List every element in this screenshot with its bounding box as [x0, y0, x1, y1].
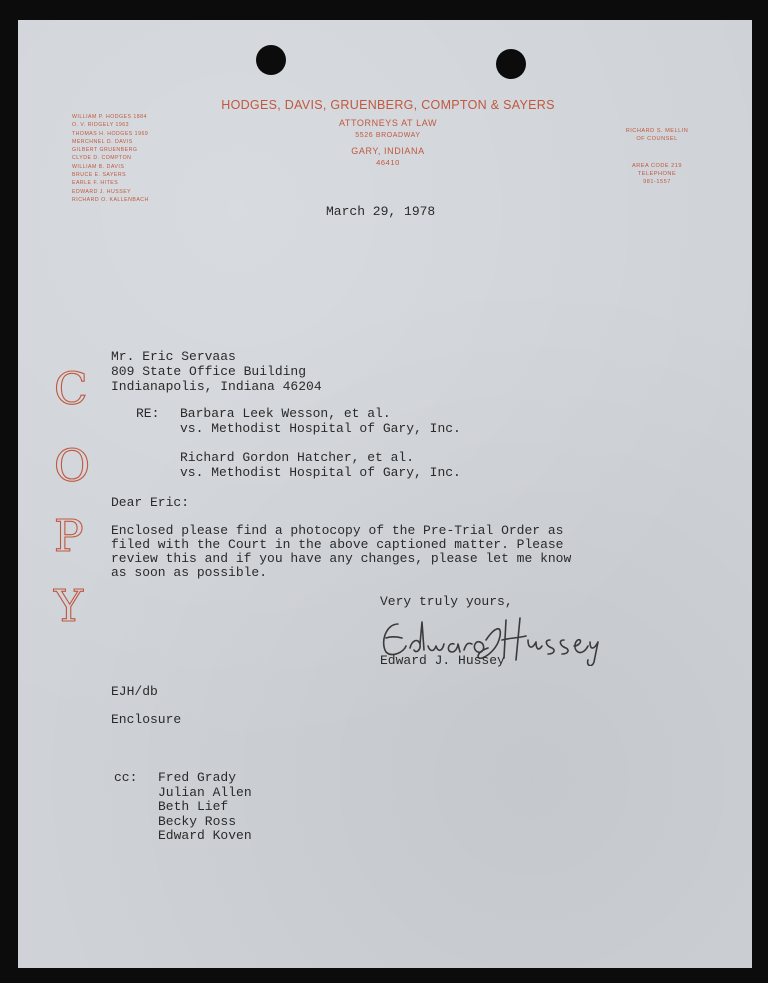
cc-recipient: Beth Lief — [158, 799, 229, 814]
partner-name: GILBERT GRUENBERG — [72, 147, 138, 154]
partner-name: THOMAS H. HODGES 1969 — [72, 130, 149, 137]
body-line: filed with the Court in the above captioned matter. Please — [111, 537, 564, 552]
telephone-label: TELEPHONE — [637, 171, 677, 177]
cc-label: cc: — [114, 770, 138, 785]
address-line: Mr. Eric Servaas — [111, 349, 236, 364]
area-code: AREA CODE 219 — [631, 163, 683, 169]
re-case-line: Barbara Leek Wesson, et al. — [180, 406, 391, 421]
telephone-number: 981-1557 — [643, 179, 671, 185]
firm-street: 5526 BROADWAY — [355, 132, 421, 139]
body-line: as soon as possible. — [111, 565, 268, 580]
copy-stamp-c: C — [54, 364, 88, 415]
counsel-title: OF COUNSEL — [636, 136, 678, 142]
address-line: Indianapolis, Indiana 46204 — [111, 379, 322, 394]
partner-name: RICHARD O. KALLENBACH — [72, 196, 149, 203]
partner-name: EARLE F. HITES — [72, 180, 119, 187]
body-line: review this and if you have any changes, please let me know — [111, 551, 572, 566]
body-line: Enclosed please find a photocopy of the Pre-Trial Order as — [111, 523, 564, 538]
signer-name: Edward J. Hussey — [380, 653, 505, 668]
address-line: 809 State Office Building — [111, 364, 307, 379]
re-label: RE: — [136, 406, 160, 421]
firm-city: GARY, INDIANA — [351, 146, 425, 156]
partner-name: EDWARD J. HUSSEY — [72, 188, 132, 195]
cc-recipient: Edward Koven — [158, 828, 252, 843]
counsel-name: RICHARD S. MELLIN — [625, 128, 689, 134]
cc-recipient: Becky Ross — [158, 814, 237, 829]
salutation: Dear Eric: — [111, 495, 190, 510]
punch-hole-left — [256, 45, 286, 75]
partners-list — [72, 113, 212, 204]
enclosure-note: Enclosure — [111, 712, 182, 727]
partner-name: WILLIAM B. DAVIS — [72, 163, 125, 170]
firm-name: HODGES, DAVIS, GRUENBERG, COMPTON & SAYERS — [221, 98, 555, 112]
re-case-line: vs. Methodist Hospital of Gary, Inc. — [180, 465, 461, 480]
copy-stamp-o: O — [54, 441, 91, 492]
punch-hole-right — [496, 49, 526, 79]
re-case-line: vs. Methodist Hospital of Gary, Inc. — [180, 421, 461, 436]
closing: Very truly yours, — [380, 594, 513, 609]
partner-name: BRUCE E. SAYERS — [72, 172, 127, 179]
cc-recipient: Julian Allen — [158, 785, 252, 800]
partner-name: WILLIAM P. HODGES 1884 — [72, 114, 147, 120]
partner-name: CLYDE D. COMPTON — [72, 155, 132, 162]
letter-page — [18, 20, 752, 968]
typist-initials: EJH/db — [111, 684, 158, 699]
of-counsel-block — [602, 127, 712, 143]
copy-stamp-y: Y — [54, 581, 84, 632]
firm-subtitle: ATTORNEYS AT LAW — [338, 118, 438, 128]
partner-name: O. V. RIDGELY 1963 — [72, 122, 130, 129]
re-case-line: Richard Gordon Hatcher, et al. — [180, 450, 415, 465]
letter-date: March 29, 1978 — [326, 204, 436, 219]
copy-stamp-p: P — [54, 511, 84, 562]
cc-recipient: Fred Grady — [158, 770, 237, 785]
telephone-block — [602, 162, 712, 186]
partner-name: MERCHNEL D. DAVIS — [72, 138, 133, 145]
firm-zip: 46410 — [376, 158, 400, 167]
